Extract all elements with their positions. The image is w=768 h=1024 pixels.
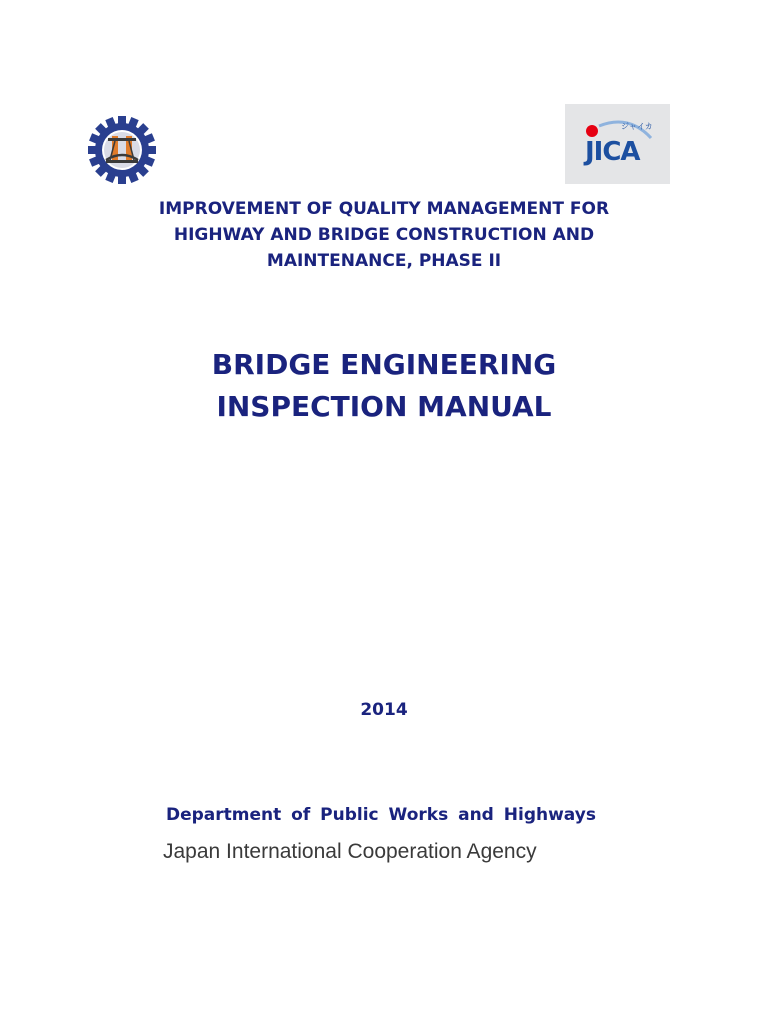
manual-title-line-1: BRIDGE ENGINEERING <box>211 348 557 381</box>
project-title-line-3: MAINTENANCE, PHASE II <box>266 251 502 271</box>
manual-title-line-2: INSPECTION MANUAL <box>216 390 552 423</box>
project-title <box>0 196 768 274</box>
project-title-line-2: HIGHWAY AND BRIDGE CONSTRUCTION AND <box>173 225 595 245</box>
department-name: Department of Public Works and Highways <box>166 805 596 825</box>
jica-logo <box>565 104 670 184</box>
dpwh-seal-logo <box>88 116 156 184</box>
manual-title <box>0 344 768 428</box>
agency-name: Japan International Cooperation Agency <box>163 840 537 863</box>
svg-text:ジャイカ: ジャイカ <box>621 122 653 131</box>
project-title-line-1: IMPROVEMENT OF QUALITY MANAGEMENT FOR <box>158 199 610 219</box>
publication-year: 2014 <box>360 700 408 720</box>
svg-text:JICA: JICA <box>585 137 640 167</box>
